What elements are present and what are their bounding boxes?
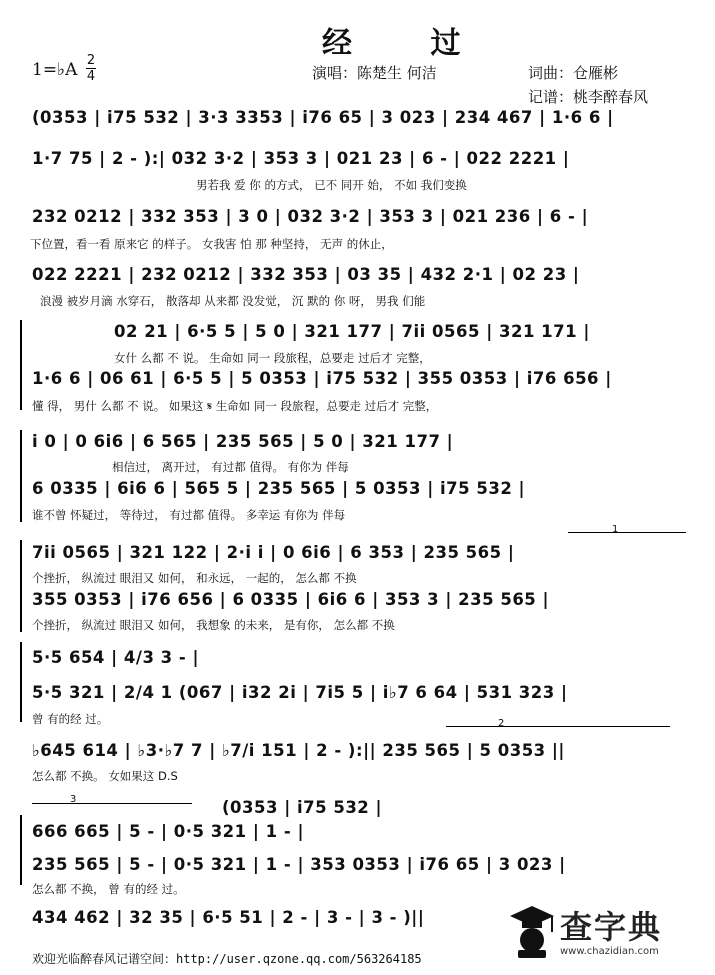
staff-line: (0353 | i75 532 | 3·3 3353 | i76 65 | 3 023 | 234 467 | 1·6 6 | <box>32 108 614 127</box>
system-brace <box>20 815 22 885</box>
logo-text: 查字典 <box>560 908 663 946</box>
staff-line: (0353 | i75 532 | <box>222 798 383 817</box>
lyric-line: 谁不曾 怀疑过， 等待过， 有过都 值得。 多幸运 有你为 伴每 <box>32 508 346 522</box>
system-brace <box>20 540 22 632</box>
time-signature <box>86 54 96 83</box>
time-top: 2 <box>86 53 96 68</box>
performers: 演唱：陈楚生 何洁 <box>312 64 437 82</box>
logo-watermark <box>500 898 705 968</box>
staff-line: 434 462 | 32 35 | 6·5 51 | 2 - | 3 - | 3 - )|| <box>32 908 425 927</box>
volta-3-label: 3 <box>70 794 77 805</box>
system-brace <box>20 430 22 522</box>
graduation-cap-icon <box>508 902 556 960</box>
volta-line <box>32 803 192 804</box>
staff-line: 666 665 | 5 - | 0·5 321 | 1 - | <box>32 822 305 841</box>
staff-line: i 0 | 0 6i6 | 6 565 | 235 565 | 5 0 | 321 177 | <box>32 432 454 451</box>
lyric-line: 怎么都 不换， 曾 有的经 过。 <box>32 882 185 896</box>
key-signature: 1=♭A <box>32 60 78 80</box>
staff-line: 7ii 0565 | 321 122 | 2·i i | 0 6i6 | 6 353 | 235 565 | <box>32 543 515 562</box>
volta-2-label: 2 <box>498 718 505 729</box>
system-brace <box>20 642 22 722</box>
staff-line: 022 2221 | 232 0212 | 332 353 | 03 35 | 432 2·1 | 02 23 | <box>32 265 580 284</box>
lyric-line: 男若我 爱 你 的方式， 已不 同开 始， 不如 我们变换 <box>196 178 467 192</box>
staff-line: 235 565 | 5 - | 0·5 321 | 1 - | 353 0353 | i76 65 | 3 023 | <box>32 855 566 874</box>
staff-line: 02 21 | 6·5 5 | 5 0 | 321 177 | 7ii 0565 | 321 171 | <box>114 322 590 341</box>
lyric-line: 曾 有的经 过。 <box>32 712 109 726</box>
lyric-line: 下位置，看一看 原来它 的样子。 女我害 怕 那 种坚持， 无声 的休止， <box>30 237 393 251</box>
volta-line <box>568 532 686 533</box>
lyric-line: 浪漫 被岁月滴 水穿石， 散落却 从来都 没发觉， 沉 默的 你 呀， 男我 们能 <box>40 294 426 308</box>
transcriber: 记谱：桃李醉春风 <box>528 88 649 106</box>
time-bottom: 4 <box>86 69 96 84</box>
staff-line: 1·7 75 | 2 - ):| 032 3·2 | 353 3 | 021 23 | 6 - | 022 2221 | <box>32 149 570 168</box>
lyric-line: 怎么都 不换。 女如果这 D.S <box>32 769 178 783</box>
lyric-line: 个挫折， 纵流过 眼泪又 如何， 我想象 的未来， 是有你， 怎么都 不换 <box>32 618 395 632</box>
logo-url: www.chazidian.com <box>560 946 659 957</box>
staff-line: 1·6 6 | 06 61 | 6·5 5 | 5 0353 | i75 532 | 355 0353 | i76 656 | <box>32 369 612 388</box>
volta-line <box>446 726 670 727</box>
staff-line: ♭645 614 | ♭3·♭7 7 | ♭7/i 151 | 2 - ):|| 235 565 | 5 0353 || <box>32 741 565 760</box>
composer: 词曲：仓雁彬 <box>528 64 619 82</box>
staff-line: 6 0335 | 6i6 6 | 565 5 | 235 565 | 5 0353 | i75 532 | <box>32 479 526 498</box>
footer-note: 欢迎光临醉春风记谱空间：http://user.qzone.qq.com/563264185 <box>32 952 422 966</box>
lyric-line: 女什 么都 不 说。 生命如 同一 段旅程，总要走 过后才 完整， <box>114 351 431 365</box>
lyric-line: 相信过， 离开过， 有过都 值得。 有你为 伴每 <box>112 460 349 474</box>
staff-line: 355 0353 | i76 656 | 6 0335 | 6i6 6 | 353 3 | 235 565 | <box>32 590 550 609</box>
staff-line: 5·5 321 | 2/4 1 (067 | i32 2i | 7i5 5 | i♭7 6 64 | 531 323 | <box>32 683 568 702</box>
song-title: 经 过 <box>322 26 495 61</box>
staff-line: 5·5 654 | 4/3 3 - | <box>32 648 200 667</box>
lyric-line: 懂 得， 男什 么都 不 说。 如果这 𝄋 生命如 同一 段旅程，总要走 过后才 完整， <box>32 399 438 413</box>
lyric-line: 个挫折， 纵流过 眼泪又 如何， 和永远， 一起的， 怎么都 不换 <box>32 571 357 585</box>
volta-1-label: 1 <box>612 524 619 535</box>
system-brace <box>20 320 22 410</box>
staff-line: 232 0212 | 332 353 | 3 0 | 032 3·2 | 353 3 | 021 236 | 6 - | <box>32 207 589 226</box>
